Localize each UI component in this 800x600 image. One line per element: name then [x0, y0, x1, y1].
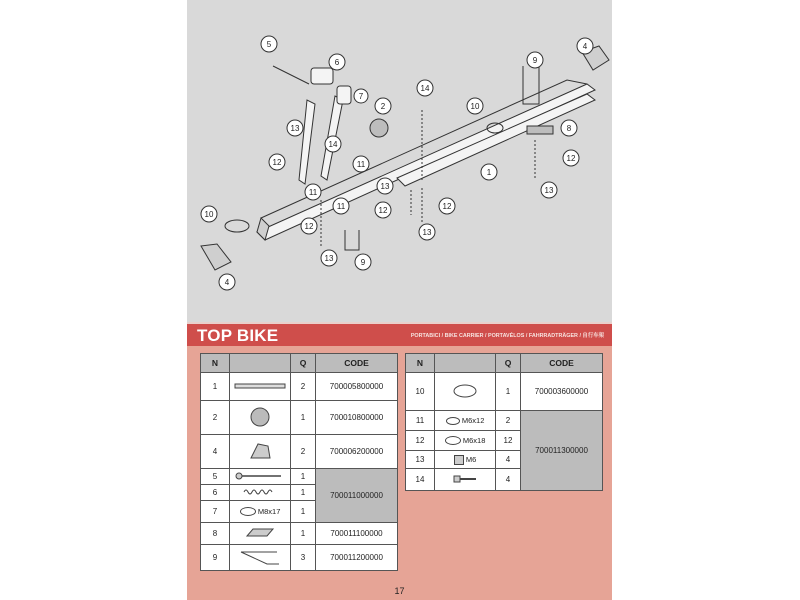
- page: [187, 0, 612, 600]
- callout-9b: [355, 254, 371, 270]
- svg-text:11: 11: [336, 202, 346, 211]
- end-cap-icon: [230, 435, 291, 469]
- table-row: 13 M6 4: [406, 451, 603, 469]
- table-row: 9 3 700011200000: [201, 545, 398, 571]
- washer-icon: [446, 417, 460, 425]
- callout-13c: [377, 178, 393, 194]
- rail-icon: [230, 373, 291, 401]
- callout-9a: [527, 52, 543, 68]
- exploded-diagram: [187, 0, 612, 322]
- washer-icon: [240, 507, 256, 516]
- callout-13b: [287, 120, 303, 136]
- svg-text:12: 12: [272, 158, 282, 167]
- svg-text:2: 2: [380, 102, 386, 111]
- svg-text:8: 8: [566, 124, 572, 133]
- parts-table-right: [405, 353, 603, 491]
- callout-14a: [417, 80, 433, 96]
- callout-11c: [333, 198, 349, 214]
- part-label: M6: [465, 454, 477, 464]
- callout-1: [481, 164, 497, 180]
- svg-text:13: 13: [380, 182, 390, 191]
- svg-text:12: 12: [566, 154, 576, 163]
- callout-12c: [375, 202, 391, 218]
- table-row: 12 M6x18 12: [406, 431, 603, 451]
- callout-6: [329, 54, 345, 70]
- page-number: 17: [394, 586, 405, 596]
- table-row: 11 M6x12 2 700011300000: [406, 411, 603, 431]
- table-row: 6 1: [201, 485, 398, 501]
- bolt-icon: [230, 469, 291, 485]
- svg-text:14: 14: [328, 140, 338, 149]
- svg-text:10: 10: [204, 210, 214, 219]
- svg-text:9: 9: [532, 56, 538, 65]
- table-row: 1 2 700005800000: [201, 373, 398, 401]
- callout-12d: [439, 198, 455, 214]
- screw-icon: [435, 469, 496, 491]
- svg-text:7: 7: [358, 92, 364, 101]
- svg-text:6: 6: [334, 58, 340, 67]
- part-label: M6x18: [462, 435, 486, 445]
- callout-12e: [301, 218, 317, 234]
- callout-10b: [201, 206, 217, 222]
- table-row: 2 1 700010800000: [201, 401, 398, 435]
- parts-table-left: [200, 353, 398, 571]
- svg-text:14: 14: [420, 84, 430, 93]
- svg-text:9: 9: [360, 258, 366, 267]
- knob-icon: [230, 401, 291, 435]
- callout-8: [561, 120, 577, 136]
- svg-text:13: 13: [290, 124, 300, 133]
- washer-icon: [445, 436, 461, 445]
- svg-text:13: 13: [544, 186, 554, 195]
- table-row: 5 1 700011000000: [201, 469, 398, 485]
- callout-13e: [321, 250, 337, 266]
- spring-icon: [230, 485, 291, 501]
- nut-icon: [454, 455, 464, 465]
- callout-7: [354, 89, 368, 103]
- col-n: N: [201, 354, 230, 373]
- callout-12a: [563, 150, 579, 166]
- callout-13a: [541, 182, 557, 198]
- clamp-icon: [435, 373, 496, 411]
- section-header: [187, 322, 612, 346]
- svg-text:13: 13: [324, 254, 334, 263]
- page-subtitle: PORTABICI / BIKE CARRIER / PORTAVÉLOS / FAHRRADTRÄGER / 自行车架: [410, 333, 604, 339]
- table-row: 4 2 700006200000: [201, 435, 398, 469]
- exploded-diagram-drawing: [187, 0, 612, 322]
- col-image: [230, 354, 291, 373]
- svg-text:10: 10: [470, 102, 480, 111]
- callout-2: [375, 98, 391, 114]
- table-row: 8 1 700011100000: [201, 523, 398, 545]
- table-row: 10 1 700003600000: [406, 373, 603, 411]
- svg-text:4: 4: [582, 42, 588, 51]
- callout-11a: [353, 156, 369, 172]
- callout-5: [261, 36, 277, 52]
- table-row: 7 M8x17 1: [201, 501, 398, 523]
- col-q: Q: [291, 354, 316, 373]
- svg-text:12: 12: [378, 206, 388, 215]
- part-label: M8x17: [257, 506, 281, 516]
- plate-icon: [230, 523, 291, 545]
- col-n: N: [406, 354, 435, 373]
- callout-11b: [305, 184, 321, 200]
- table-row: 14 4: [406, 469, 603, 491]
- callout-10a: [467, 98, 483, 114]
- u-bolt-icon: [230, 545, 291, 571]
- svg-text:1: 1: [486, 168, 492, 177]
- callout-14b: [325, 136, 341, 152]
- col-image: [435, 354, 496, 373]
- svg-text:12: 12: [442, 202, 452, 211]
- svg-text:12: 12: [304, 222, 314, 231]
- svg-text:11: 11: [308, 188, 318, 197]
- svg-text:13: 13: [422, 228, 432, 237]
- col-code: CODE: [521, 354, 603, 373]
- callout-13d: [419, 224, 435, 240]
- callout-4b: [219, 274, 235, 290]
- callout-12b: [269, 154, 285, 170]
- callout-4a: [577, 38, 593, 54]
- col-q: Q: [496, 354, 521, 373]
- col-code: CODE: [316, 354, 398, 373]
- svg-text:11: 11: [356, 160, 366, 169]
- page-title: TOP BIKE: [197, 326, 279, 345]
- svg-text:5: 5: [266, 40, 272, 49]
- part-label: M6x12: [461, 416, 485, 425]
- svg-text:4: 4: [224, 278, 230, 287]
